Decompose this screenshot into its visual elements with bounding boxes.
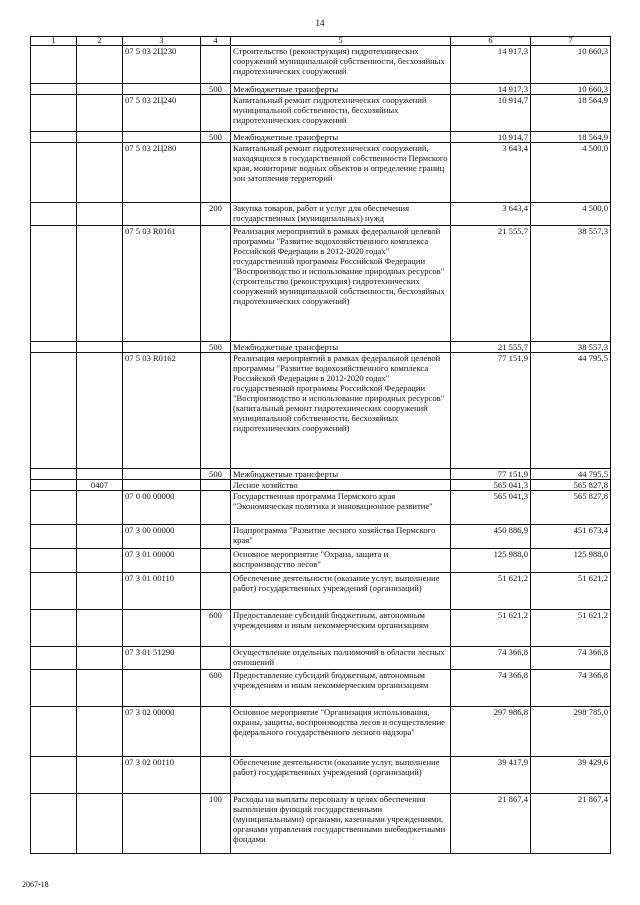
table-row [31,469,611,480]
table-row [31,549,611,573]
section-code: 0407 [77,480,123,491]
header-cell: 4 [201,37,231,46]
cell-col1 [31,143,77,203]
item-description: Лесное хозяйство [231,480,451,491]
cell-col1 [31,525,77,549]
amount-col6: 14 917,3 [451,46,531,84]
amount-col7: 4 500,0 [531,143,611,203]
amount-col6: 51 621,2 [451,573,531,610]
item-description: Капитальный ремонт гидротехнических сооружений, находящихся в государственной собственности Пермского края, мониторинг водных объектов и определение границ зон затопления территорий [231,143,451,203]
section-code [77,670,123,707]
item-description: Обеспечение деятельности (оказание услуг, выполнение работ) государственных учреждений (организаций) [231,757,451,794]
target-article-code: 07 5 03 R0161 [123,226,201,342]
cell-col1 [31,95,77,132]
target-article-code: 07 3 01 00110 [123,573,201,610]
expense-type-code [201,226,231,342]
amount-col7: 51 621,2 [531,573,611,610]
item-description: Реализация мероприятий в рамках федеральной целевой программы "Развитие водохозяйственного комплекса Российской Федерации в 2012-2020 годах" государственной программы Российской Федерации "Воспроизводство и использование природных ресурсов" (строительство (реконструкция) гидротехнических сооружений муниципальной собственности, бесхозяйных гидротехнических сооружений) [231,226,451,342]
item-description: Расходы на выплаты персоналу в целях обеспечения выполнения функций государственными (муниципальными) органами, казенными учреждениями, органами управления государственными внебюджетными фондами [231,794,451,854]
table-row [31,95,611,132]
amount-col6: 14 917,3 [451,84,531,95]
item-description: Капитальный ремонт гидротехнических сооружений муниципальной собственности, бесхозяйных гидротехнических сооружений [231,95,451,132]
expense-type-code [201,757,231,794]
cell-col1 [31,342,77,353]
amount-col6: 10 914,7 [451,95,531,132]
expense-type-code [201,647,231,670]
table-row [31,46,611,84]
table-row [31,610,611,647]
page-number: 14 [315,18,325,28]
amount-col7: 18 564,9 [531,132,611,143]
item-description: Предоставление субсидий бюджетным, автономным учреждениям и иным некоммерческим организациям [231,670,451,707]
item-description: Подпрограмма "Развитие лесного хозяйства Пермского края" [231,525,451,549]
amount-col6: 10 914,7 [451,132,531,143]
cell-col1 [31,203,77,226]
item-description: Закупка товаров, работ и услуг для обеспечения государственных (муниципальных) нужд [231,203,451,226]
cell-col1 [31,610,77,647]
item-description: Межбюджетные трансферты [231,132,451,143]
amount-col6: 51 621,2 [451,610,531,647]
item-description: Основное мероприятие "Организация использования, охраны, защиты, воспроизводства лесов и осуществление федерального государственного лесного надзора" [231,707,451,757]
amount-col6: 39 417,9 [451,757,531,794]
expense-type-code [201,549,231,573]
target-article-code: 07 3 00 00000 [123,525,201,549]
cell-col1 [31,480,77,491]
expense-type-code [201,491,231,525]
table-row [31,525,611,549]
amount-col7: 38 557,3 [531,342,611,353]
amount-col6: 74 366,8 [451,647,531,670]
expense-type-code: 100 [201,794,231,854]
table-row [31,670,611,707]
expense-type-code: 500 [201,132,231,143]
amount-col6: 125 988,0 [451,549,531,573]
amount-col7: 565 827,8 [531,480,611,491]
amount-col7: 21 867,4 [531,794,611,854]
amount-col6: 565 041,3 [451,491,531,525]
cell-col1 [31,132,77,143]
target-article-code: 07 5 03 2Ц240 [123,95,201,132]
cell-col1 [31,84,77,95]
table-row [31,203,611,226]
cell-col1 [31,670,77,707]
item-description: Строительство (реконструкция) гидротехнических сооружений муниципальной собственности, бесхозяйных гидротехнических сооружений [231,46,451,84]
expense-type-code [201,573,231,610]
header-cell: 3 [123,37,201,46]
amount-col7: 10 660,3 [531,84,611,95]
section-code [77,491,123,525]
expense-type-code: 500 [201,469,231,480]
cell-col1 [31,647,77,670]
section-code [77,757,123,794]
amount-col7: 74 366,8 [531,670,611,707]
cell-col1 [31,469,77,480]
expense-type-code: 500 [201,84,231,95]
cell-col1 [31,794,77,854]
cell-col1 [31,707,77,757]
header-cell: 6 [451,37,531,46]
item-description: Реализация мероприятий в рамках федеральной целевой программы "Развитие водохозяйственного комплекса Российской Федерации в 2012-2020 годах" государственной программы Российской Федерации "Воспроизводство и использование природных ресурсов" (капитальный ремонт гидротехнических сооружений муниципальной собственности, бесхозяйных гидротехнических сооружений) [231,353,451,469]
amount-col7: 44 795,5 [531,353,611,469]
section-code [77,794,123,854]
amount-col6: 565 041,3 [451,480,531,491]
table-row [31,491,611,525]
target-article-code: 07 5 03 2Ц280 [123,143,201,203]
section-code [77,132,123,143]
item-description: Государственная программа Пермского края "Экономическая политика и инновационное развитие" [231,491,451,525]
section-code [77,84,123,95]
amount-col6: 21 555,7 [451,226,531,342]
header-cell: 1 [31,37,77,46]
expense-type-code [201,480,231,491]
amount-col6: 297 986,8 [451,707,531,757]
target-article-code [123,84,201,95]
cell-col1 [31,353,77,469]
cell-col1 [31,549,77,573]
target-article-code [123,610,201,647]
target-article-code [123,342,201,353]
amount-col7: 38 557,3 [531,226,611,342]
section-code [77,549,123,573]
amount-col6: 21 867,4 [451,794,531,854]
section-code [77,573,123,610]
amount-col7: 44 795,5 [531,469,611,480]
item-description: Обеспечение деятельности (оказание услуг, выполнение работ) государственных учреждений (организаций) [231,573,451,610]
amount-col7: 565 827,8 [531,491,611,525]
expense-type-code [201,707,231,757]
cell-col1 [31,757,77,794]
section-code [77,95,123,132]
section-code [77,647,123,670]
amount-col7: 298 785,0 [531,707,611,757]
header-row [31,37,611,46]
budget-table [30,36,611,854]
target-article-code [123,132,201,143]
expense-type-code [201,95,231,132]
table-row [31,353,611,469]
table-row [31,794,611,854]
amount-col7: 39 429,6 [531,757,611,794]
item-description: Осуществление отдельных полномочий в области лесных отношений [231,647,451,670]
amount-col6: 3 643,4 [451,143,531,203]
expense-type-code: 500 [201,342,231,353]
section-code [77,203,123,226]
target-article-code: 07 3 02 00000 [123,707,201,757]
amount-col6: 74 366,8 [451,670,531,707]
amount-col6: 77 151,9 [451,469,531,480]
section-code [77,610,123,647]
amount-col7: 10 660,3 [531,46,611,84]
cell-col1 [31,573,77,610]
item-description: Основное мероприятие "Охрана, защита и воспроизводство лесов" [231,549,451,573]
section-code [77,46,123,84]
expense-type-code [201,525,231,549]
header-cell: 7 [531,37,611,46]
target-article-code: 07 5 03 R0162 [123,353,201,469]
target-article-code [123,203,201,226]
target-article-code: 07 3 01 51290 [123,647,201,670]
header-cell: 5 [231,37,451,46]
item-description: Межбюджетные трансферты [231,342,451,353]
amount-col6: 21 555,7 [451,342,531,353]
expense-type-code: 600 [201,610,231,647]
expense-type-code: 200 [201,203,231,226]
header-cell: 2 [77,37,123,46]
expense-type-code: 600 [201,670,231,707]
target-article-code [123,794,201,854]
target-article-code: 07 3 02 00110 [123,757,201,794]
section-code [77,525,123,549]
cell-col1 [31,46,77,84]
amount-col6: 450 886,9 [451,525,531,549]
item-description: Предоставление субсидий бюджетным, автономным учреждениям и иным некоммерческим организациям [231,610,451,647]
item-description: Межбюджетные трансферты [231,469,451,480]
amount-col7: 451 673,4 [531,525,611,549]
expense-type-code [201,353,231,469]
table-row [31,143,611,203]
table-row [31,342,611,353]
cell-col1 [31,226,77,342]
table-row [31,647,611,670]
amount-col6: 77 151,9 [451,353,531,469]
section-code [77,353,123,469]
document-code: 2067-18 [22,880,49,889]
table-row [31,226,611,342]
section-code [77,143,123,203]
table-row [31,707,611,757]
table-row [31,132,611,143]
table-row [31,480,611,491]
section-code [77,342,123,353]
amount-col7: 4 500,0 [531,203,611,226]
target-article-code [123,480,201,491]
target-article-code: 07 0 00 00000 [123,491,201,525]
table-row [31,573,611,610]
section-code [77,707,123,757]
table-row [31,84,611,95]
target-article-code: 07 5 03 2Ц230 [123,46,201,84]
table-row [31,757,611,794]
section-code [77,226,123,342]
target-article-code [123,670,201,707]
item-description: Межбюджетные трансферты [231,84,451,95]
target-article-code: 07 3 01 00000 [123,549,201,573]
section-code [77,469,123,480]
expense-type-code [201,46,231,84]
amount-col7: 18 564,9 [531,95,611,132]
amount-col7: 125 988,0 [531,549,611,573]
amount-col7: 74 366,8 [531,647,611,670]
target-article-code [123,469,201,480]
expense-type-code [201,143,231,203]
amount-col7: 51 621,2 [531,610,611,647]
cell-col1 [31,491,77,525]
amount-col6: 3 643,4 [451,203,531,226]
